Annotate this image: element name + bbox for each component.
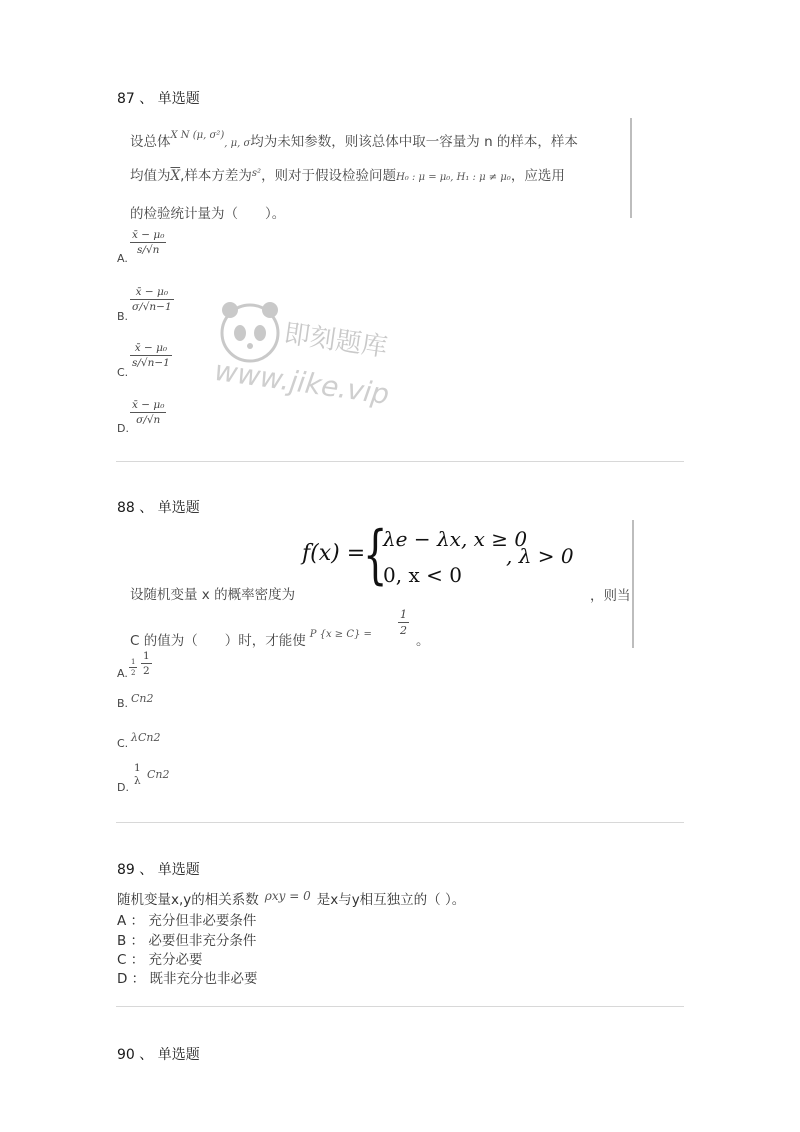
q88-option-d-letter[interactable]: D.: [117, 781, 129, 794]
q87-option-c-fraction[interactable]: x̄ − μ₀ s/√n−1: [132, 342, 170, 369]
q87-line1: 设总体$^{X N (\mu, \sigma^2)}$, μ, σ均为未知参数，则该总体中取一容量为 n 的样本，样本: [130, 130, 578, 150]
q87-option-d-letter[interactable]: D.: [117, 422, 129, 435]
divider: [116, 822, 684, 823]
q88-line2: C 的值为（ ）时，才能使 $^{P \{x \ge C\} =}$: [130, 629, 372, 649]
q89-header: 89 、 单选题: [117, 862, 200, 878]
q87-line3: 的检验统计量为（ ）。: [130, 206, 286, 222]
q87-image-border: [630, 118, 632, 218]
q88-line1-b: ，则当: [590, 588, 631, 604]
q88-option-d-text[interactable]: Cn2: [147, 768, 170, 781]
q90-header: 90 、 单选题: [117, 1047, 200, 1063]
q89-option-b[interactable]: B ： 必要但非充分条件: [117, 933, 257, 949]
q88-option-c-text[interactable]: λCn2: [131, 731, 161, 744]
q89-option-a[interactable]: A ： 充分但非必要条件: [117, 913, 257, 929]
q87-header: 87 、 单选题: [117, 91, 200, 107]
q88-line2-end: 。: [416, 633, 430, 649]
q88-lambda-cond: , λ > 0: [506, 544, 574, 568]
q88-option-b-letter[interactable]: B.: [117, 697, 129, 710]
q88-line1-a: 设随机变量 x 的概率密度为: [130, 587, 296, 603]
q87-line2: 均值为$\overline{X}$,样本方差为$^{s^2}$，则对于假设检验问题H₀ : μ = μ₀, H₁ : μ ≠ μ₀，应选用: [130, 168, 565, 184]
q88-brace-icon: {: [363, 518, 388, 592]
q87-option-d-fraction[interactable]: x̄ − μ₀ σ/√n: [132, 399, 165, 426]
q88-option-a-letter[interactable]: A.: [117, 667, 128, 680]
q87-option-b-letter[interactable]: B.: [117, 310, 129, 323]
q88-option-d-fraction[interactable]: 1 λ: [134, 762, 141, 787]
q88-case2: 0, x < 0: [383, 563, 462, 587]
q88-header: 88 、 单选题: [117, 500, 200, 516]
q89-option-d[interactable]: D ： 既非充分也非必要: [117, 971, 258, 987]
q88-option-c-letter[interactable]: C.: [117, 737, 129, 750]
q87-option-b-fraction[interactable]: x̄ − μ₀ σ/√n−1: [132, 286, 172, 313]
q88-option-b-text[interactable]: Cn2: [131, 692, 154, 705]
watermark: [212, 288, 422, 428]
q89-option-c[interactable]: C ： 充分必要: [117, 952, 203, 968]
divider: [116, 1006, 684, 1007]
q89-stem: 随机变量x,y的相关系数 ρxy = 0 是x与y相互独立的（ ）。: [117, 889, 466, 908]
q88-option-a-small-fraction[interactable]: 1 2: [131, 658, 136, 677]
q88-case1: λe − λx, x ≥ 0: [383, 527, 528, 551]
q88-half-fraction: 1 2: [400, 608, 407, 637]
q87-option-c-letter[interactable]: C.: [117, 366, 129, 379]
q87-option-a-fraction[interactable]: x̄ − μ₀ s/√n: [132, 229, 165, 256]
divider: [116, 461, 684, 462]
q88-image-border: [632, 520, 634, 648]
q88-option-a-fraction[interactable]: 1 2: [143, 650, 150, 677]
watermark-site: www.jike.vip: [212, 353, 392, 412]
q88-fx: f(x) =: [302, 541, 366, 566]
q87-option-a-letter[interactable]: A.: [117, 252, 128, 265]
watermark-brand: 即刻题库: [282, 318, 390, 364]
